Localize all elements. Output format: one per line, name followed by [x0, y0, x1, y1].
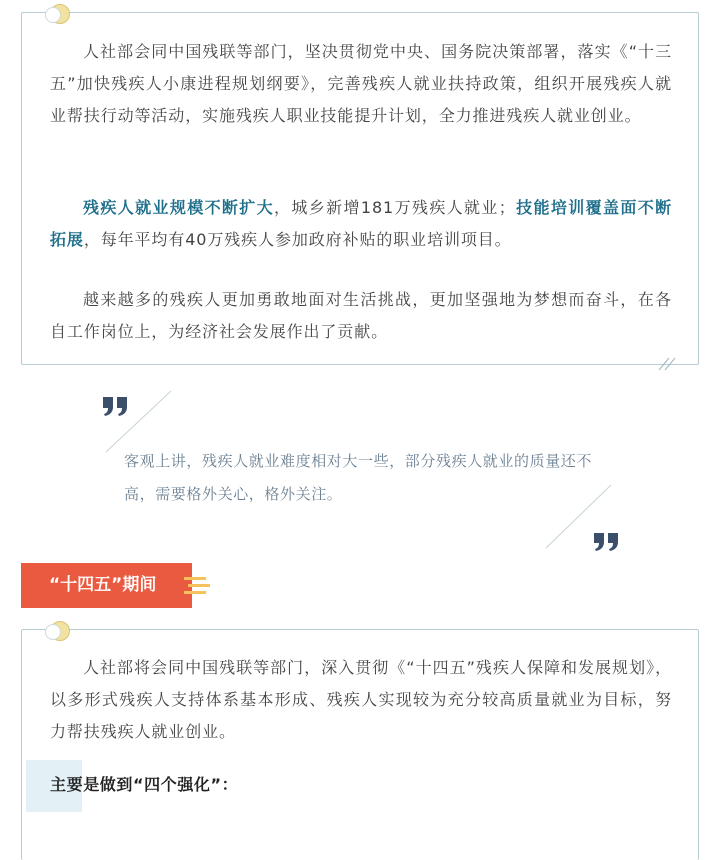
card-dot-decoration — [50, 4, 70, 24]
tag-stripes-decoration — [184, 575, 210, 597]
paragraph-achievements-outcome: 越来越多的残疾人更加勇敢地面对生活挑战，更加坚强地为梦想而奋斗，在各自工作岗位上，为经济社会发展作出了贡献。 — [50, 290, 672, 341]
stats-text-2: ，每年平均有40万残疾人参加政府补贴的职业培训项目。 — [83, 230, 512, 249]
quote-text: 客观上讲，残疾人就业难度相对大一些，部分残疾人就业的质量还不高，需要格外关心，格外关注。 — [124, 452, 593, 503]
corner-slash-decoration — [655, 356, 685, 372]
paragraph-achievements-stats — [50, 192, 672, 256]
subhead-four-strengthenings: 主要是做到“四个强化”： — [50, 775, 239, 794]
paragraph-plan-intro: 人社部将会同中国残联等部门，深入贯彻《“十四五”残疾人保障和发展规划》，以多形式残疾人支持体系基本形成、残疾人实现较为充分较高质量就业为目标，努力帮扶残疾人就业创业。 — [50, 658, 672, 741]
highlight-training-coverage: 技能培训覆盖面不断拓展 — [50, 198, 673, 249]
close-quote-icon — [594, 533, 618, 551]
card-dot-decoration-2 — [50, 621, 70, 641]
highlight-employment-scale: 残疾人就业规模不断扩大 — [83, 198, 275, 217]
paragraph-achievements-intro: 人社部会同中国残联等部门，坚决贯彻党中央、国务院决策部署，落实《“十三五”加快残疾人小康进程规划纲要》，完善残疾人就业扶持政策，组织开展残疾人就业帮扶行动等活动，实施残疾人职业技能提升计划，全力推进残疾人就业创业。 — [50, 42, 672, 125]
open-quote-icon — [103, 397, 127, 416]
section-tag-14th-fyp: “十四五”期间 — [21, 563, 192, 608]
stats-text-1: ，城乡新增181万残疾人就业； — [274, 198, 516, 217]
quote-slash-top — [106, 391, 171, 452]
